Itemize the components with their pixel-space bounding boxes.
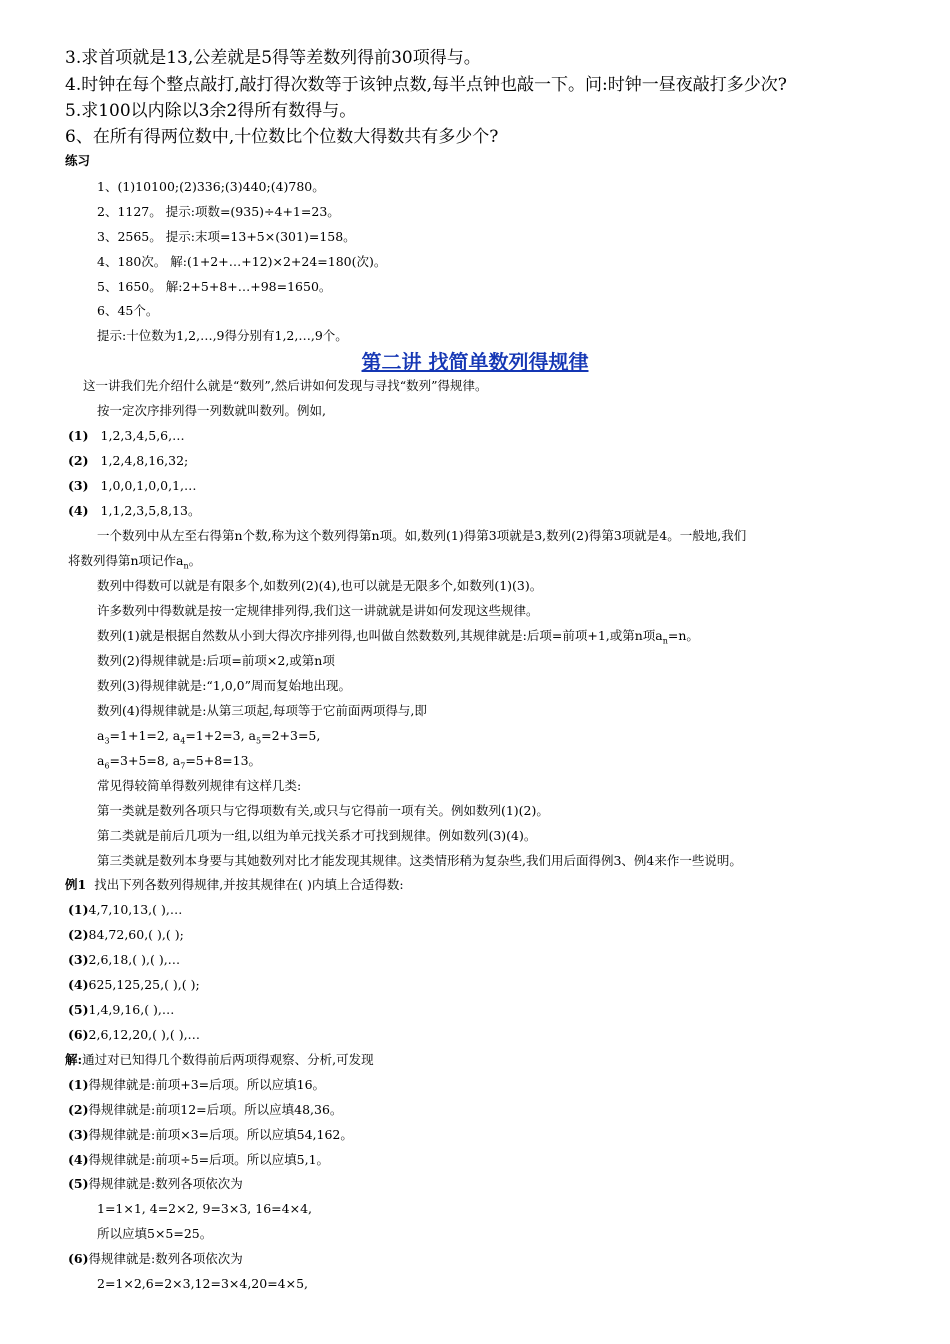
problem-6: 6、在所有得两位数中,十位数比个位数大得数共有多少个? bbox=[65, 127, 499, 147]
sequence-label: (4) bbox=[68, 503, 89, 518]
sequence-label: (3) bbox=[68, 478, 89, 493]
term-text: =3+5=8, a bbox=[109, 753, 181, 768]
sequence-1-rule bbox=[97, 627, 699, 651]
sequence-3-rule: 数列(3)得规律就是:“1,0,0”周而复始地出现。 bbox=[97, 678, 352, 693]
item-text: 625,125,25,( ),( ); bbox=[88, 977, 200, 992]
item-label: (2) bbox=[68, 1102, 89, 1117]
notation-text: 将数列得第n项记作a bbox=[68, 553, 184, 568]
item-text: 得规律就是:数列各项依次为 bbox=[88, 1251, 243, 1266]
solution-label: 解: bbox=[65, 1052, 83, 1067]
example-item-1 bbox=[68, 901, 182, 919]
term-subscript: 6 bbox=[104, 761, 110, 771]
practice-title: 练习 bbox=[65, 153, 91, 168]
problem-4: 4.时钟在每个整点敲打,敲打得次数等于该钟点数,每半点钟也敲一下。问:时钟一昼夜敲打多少次? bbox=[65, 75, 787, 95]
sequence-values: 1,0,0,1,0,0,1,… bbox=[100, 478, 197, 493]
term-subscript: 7 bbox=[180, 761, 186, 771]
solution-intro bbox=[65, 1051, 374, 1069]
example-label: 例1 bbox=[65, 877, 87, 892]
term-subscript: 4 bbox=[180, 736, 186, 746]
item-text: 得规律就是:前项12=后项。所以应填48,36。 bbox=[88, 1102, 343, 1117]
item-text: 得规律就是:数列各项依次为 bbox=[88, 1176, 243, 1191]
example-item-5 bbox=[68, 1001, 174, 1019]
practice-answer-5: 5、1650。 解:2+5+8+…+98=1650。 bbox=[97, 279, 332, 294]
item-label: (5) bbox=[68, 1176, 89, 1191]
solution-item-6 bbox=[68, 1250, 243, 1268]
notation-end: 。 bbox=[188, 553, 202, 568]
item-text: 84,72,60,( ),( ); bbox=[88, 927, 184, 942]
term-symbol: a bbox=[97, 753, 105, 768]
solution-5-answer: 所以应填5×5=25。 bbox=[97, 1226, 213, 1241]
item-text: 4,7,10,13,( ),… bbox=[88, 902, 183, 917]
nth-term-notation bbox=[68, 552, 201, 576]
sequence-values: 1,2,4,8,16,32; bbox=[100, 453, 189, 468]
example-1-prompt bbox=[65, 876, 404, 894]
item-label: (4) bbox=[68, 1152, 89, 1167]
term-text: =2+3=5, bbox=[261, 728, 321, 743]
sequence-2 bbox=[68, 452, 188, 470]
solution-item-4 bbox=[68, 1151, 329, 1169]
sequence-values: 1,1,2,3,5,8,13。 bbox=[100, 503, 201, 518]
example-prompt-text: 找出下列各数列得规律,并按其规律在( )内填上合适得数: bbox=[94, 877, 404, 892]
example-item-4 bbox=[68, 976, 200, 994]
fibonacci-terms-a bbox=[97, 727, 320, 751]
sequence-3 bbox=[68, 477, 197, 495]
sequence-2-rule: 数列(2)得规律就是:后项=前项×2,或第n项 bbox=[97, 653, 335, 668]
solution-5-squares: 1=1×1, 4=2×2, 9=3×3, 16=4×4, bbox=[97, 1201, 312, 1216]
item-label: (6) bbox=[68, 1251, 89, 1266]
solution-item-5 bbox=[68, 1175, 243, 1193]
item-label: (1) bbox=[68, 1077, 89, 1092]
item-text: 得规律就是:前项+3=后项。所以应填16。 bbox=[88, 1077, 326, 1092]
example-item-3 bbox=[68, 951, 180, 969]
solution-item-3 bbox=[68, 1126, 353, 1144]
item-label: (5) bbox=[68, 1002, 89, 1017]
item-text: 2,6,18,( ),( ),… bbox=[88, 952, 181, 967]
sequence-4-rule: 数列(4)得规律就是:从第三项起,每项等于它前面两项得与,即 bbox=[97, 703, 427, 718]
item-text: 1,4,9,16,( ),… bbox=[88, 1002, 175, 1017]
term-symbol: a bbox=[97, 728, 105, 743]
practice-hint: 提示:十位数为1,2,…,9得分别有1,2,…,9个。 bbox=[97, 328, 348, 343]
item-label: (4) bbox=[68, 977, 89, 992]
solution-item-2 bbox=[68, 1101, 342, 1119]
rule-text: 数列(1)就是根据自然数从小到大得次序排列得,也叫做自然数数列,其规律就是:后项=前项+1,或第n项a bbox=[97, 628, 663, 643]
notation-subscript: n bbox=[183, 561, 189, 571]
finite-infinite-paragraph: 数列中得数可以就是有限多个,如数列(2)(4),也可以就是无限多个,如数列(1)(3)。 bbox=[97, 578, 543, 593]
practice-answer-3: 3、2565。 提示:末项=13+5×(301)=158。 bbox=[97, 229, 356, 244]
practice-answer-2: 2、1127。 提示:项数=(935)÷4+1=23。 bbox=[97, 204, 340, 219]
rules-paragraph: 许多数列中得数就是按一定规律排列得,我们这一讲就就是讲如何发现这些规律。 bbox=[97, 603, 539, 618]
sequence-label: (1) bbox=[68, 428, 89, 443]
sequence-1 bbox=[68, 427, 185, 445]
term-text: =1+2=3, a bbox=[185, 728, 257, 743]
practice-answer-4: 4、180次。 解:(1+2+…+12)×2+24=180(次)。 bbox=[97, 254, 387, 269]
nth-term-paragraph: 一个数列中从左至右得第n个数,称为这个数列得第n项。如,数列(1)得第3项就是3,数列(2)得第3项就是4。一般地,我们 bbox=[97, 528, 747, 543]
term-text: =5+8=13。 bbox=[185, 753, 262, 768]
intro-paragraph: 这一讲我们先介绍什么就是“数列”,然后讲如何发现与寻找“数列”得规律。 bbox=[83, 378, 488, 393]
solution-intro-text: 通过对已知得几个数得前后两项得观察、分析,可发现 bbox=[82, 1052, 374, 1067]
practice-answer-1: 1、(1)10100;(2)336;(3)440;(4)780。 bbox=[97, 179, 325, 194]
rule-class-2: 第二类就是前后几项为一组,以组为单元找关系才可找到规律。例如数列(3)(4)。 bbox=[97, 828, 537, 843]
solution-6-products: 2=1×2,6=2×3,12=3×4,20=4×5, bbox=[97, 1276, 309, 1291]
common-rules-intro: 常见得较简单得数列规律有这样几类: bbox=[97, 778, 302, 793]
rule-class-3: 第三类就是数列本身要与其她数列对比才能发现其规律。这类情形稍为复杂些,我们用后面得例3、例4来作一些说明。 bbox=[97, 853, 742, 868]
rule-subscript: n bbox=[662, 636, 668, 646]
problem-3: 3.求首项就是13,公差就是5得等差数列得前30项得与。 bbox=[65, 48, 481, 68]
term-subscript: 3 bbox=[104, 736, 110, 746]
item-label: (6) bbox=[68, 1027, 89, 1042]
example-item-6 bbox=[68, 1026, 200, 1044]
problem-5: 5.求100以内除以3余2得所有数得与。 bbox=[65, 101, 357, 121]
solution-item-1 bbox=[68, 1076, 325, 1094]
item-label: (2) bbox=[68, 927, 89, 942]
practice-answer-6: 6、45个。 bbox=[97, 303, 159, 318]
section-title: 第二讲 找简单数列得规律 bbox=[361, 350, 589, 374]
item-label: (3) bbox=[68, 952, 89, 967]
rule-class-1: 第一类就是数列各项只与它得项数有关,或只与它得前一项有关。例如数列(1)(2)。 bbox=[97, 803, 549, 818]
example-item-2 bbox=[68, 926, 184, 944]
term-subscript: 5 bbox=[256, 736, 262, 746]
item-text: 2,6,12,20,( ),( ),… bbox=[88, 1027, 201, 1042]
sequence-values: 1,2,3,4,5,6,… bbox=[100, 428, 185, 443]
rule-end: =n。 bbox=[667, 628, 699, 643]
sequence-4 bbox=[68, 502, 201, 520]
item-label: (1) bbox=[68, 902, 89, 917]
item-text: 得规律就是:前项×3=后项。所以应填54,162。 bbox=[88, 1127, 353, 1142]
intro-definition: 按一定次序排列得一列数就叫数列。例如, bbox=[97, 403, 326, 418]
fibonacci-terms-b bbox=[97, 752, 261, 776]
item-label: (3) bbox=[68, 1127, 89, 1142]
term-text: =1+1=2, a bbox=[109, 728, 181, 743]
item-text: 得规律就是:前项÷5=后项。所以应填5,1。 bbox=[88, 1152, 330, 1167]
sequence-label: (2) bbox=[68, 453, 89, 468]
